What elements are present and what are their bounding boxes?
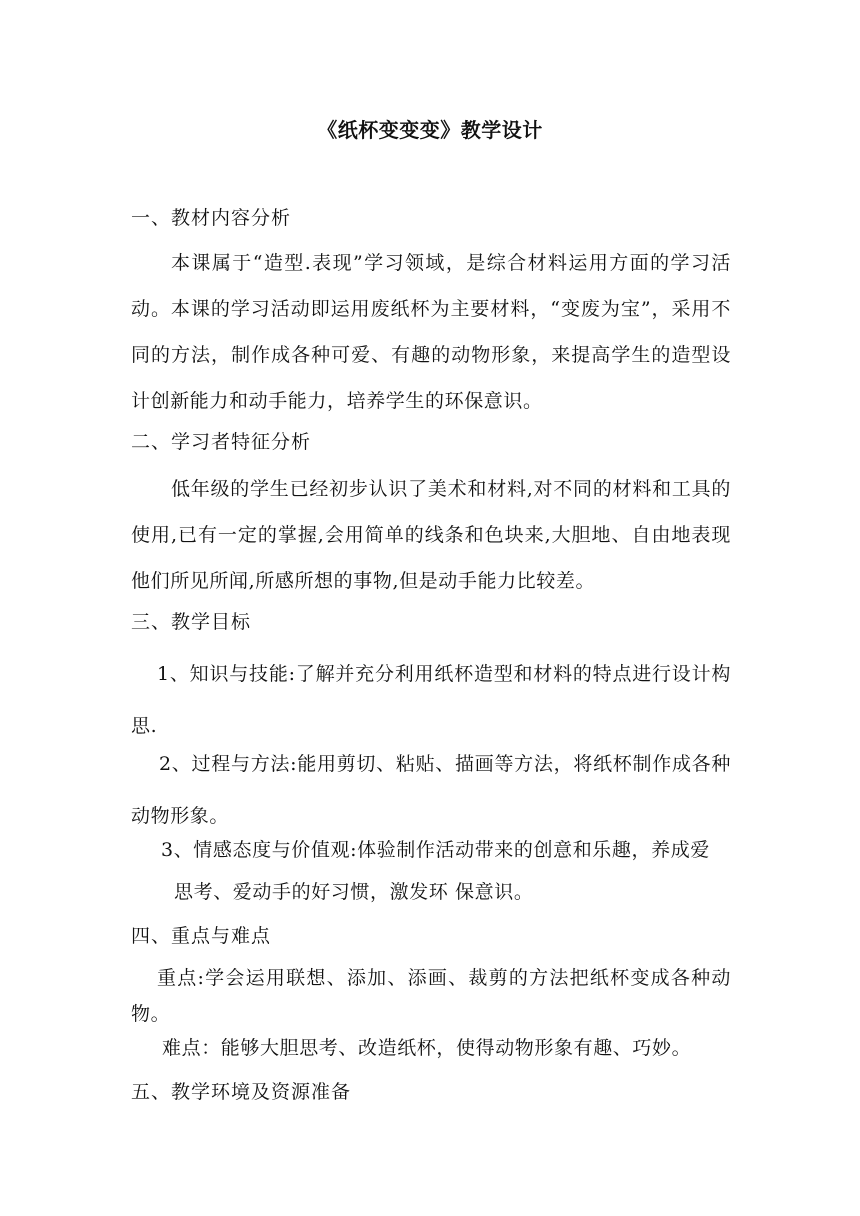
difficult-point: 难点：能够大胆思考、改造纸杯，使得动物形象有趣、巧妙。: [162, 1037, 692, 1059]
section-heading-3: 三、教学目标: [131, 611, 252, 633]
section-heading-4: 四、重点与难点: [131, 925, 272, 947]
section-heading-2: 二、学习者特征分析: [131, 431, 312, 453]
section-heading-5: 五、教学环境及资源准备: [131, 1081, 352, 1103]
objective-item-1: 1、知识与技能:了解并充分利用纸杯造型和材料的特点进行设计构思.: [131, 663, 731, 737]
section-2-paragraph: 低年级的学生已经初步认识了美术和材料,对不同的材料和工具的使用,已有一定的掌握,会用简单的线条和色块来,大胆地、自由地表现他们所见所闻,所感所想的事物,但是动手能力比较差。: [131, 478, 731, 592]
objective-item-3-continued: 思考、爱动手的好习惯，激发环 保意识。: [174, 881, 534, 903]
objective-item-3: 3、情感态度与价值观:体验制作活动带来的创意和乐趣，养成爱: [161, 839, 710, 861]
section-1-paragraph: 本课属于“造型.表现”学习领域，是综合材料运用方面的学习活动。本课的学习活动即运用废纸杯为主要材料，“变废为宝”，采用不同的方法，制作成各种可爱、有趣的动物形象，来提高学生的造型设计创新能力和动手能力，培养学生的环保意识。: [131, 252, 731, 412]
document-title: 《纸杯变变变》教学设计: [317, 118, 543, 142]
objective-item-2: 2、过程与方法:能用剪切、粘贴、描画等方法，将纸杯制作成各种动物形象。: [131, 753, 731, 827]
key-point: 重点:学会运用联想、添加、添画、裁剪的方法把纸杯变成各种动物。: [131, 967, 731, 1025]
section-heading-1: 一、教材内容分析: [131, 207, 292, 229]
